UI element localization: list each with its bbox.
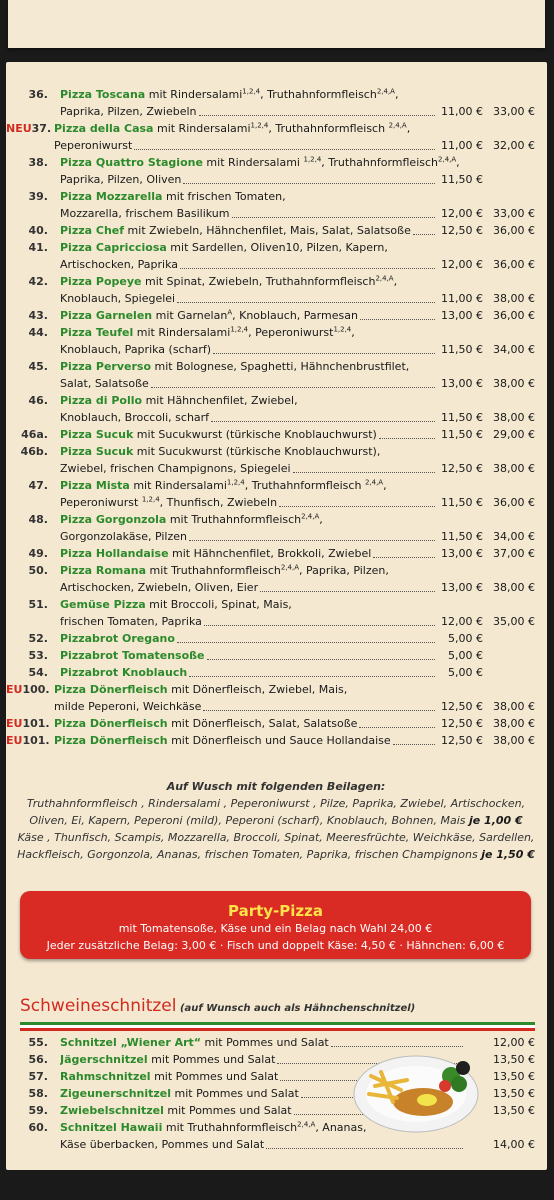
leader-dots bbox=[211, 421, 435, 422]
leader-dots bbox=[207, 659, 435, 660]
item-number: 53. bbox=[28, 649, 48, 662]
item-description: Knoblauch, Broccoli, scharf bbox=[60, 411, 210, 424]
item-description: Peperoniwurst $^{1,2,4}$, Thunfisch, Zwiebeln bbox=[60, 495, 278, 509]
section-title: Schweineschnitzel bbox=[20, 996, 177, 1016]
item-line bbox=[60, 392, 547, 409]
new-badge: EU bbox=[6, 734, 23, 747]
item-description: Paprika, Pilzen, Oliven bbox=[60, 173, 182, 186]
menu-item bbox=[6, 358, 547, 392]
item-line bbox=[60, 290, 547, 307]
price-small: 12,00 € bbox=[441, 207, 483, 220]
price-party: 35,00 € bbox=[493, 615, 535, 628]
item-line bbox=[54, 715, 547, 732]
price-small: 11,50 € bbox=[441, 343, 483, 356]
menu-item bbox=[6, 307, 547, 324]
price-small: 11,50 € bbox=[441, 411, 483, 424]
item-name: Pizza Toscana bbox=[60, 88, 146, 101]
schnitzel-plate-image bbox=[351, 1046, 481, 1136]
item-line bbox=[60, 1136, 547, 1153]
item-line bbox=[54, 137, 547, 154]
menu-item bbox=[6, 188, 547, 222]
price-party: 34,00 € bbox=[493, 343, 535, 356]
price-small: 12,00 € bbox=[441, 615, 483, 628]
item-line bbox=[60, 103, 547, 120]
leader-dots bbox=[373, 557, 435, 558]
item-number: EU101. bbox=[6, 734, 50, 747]
price-party: 32,00 € bbox=[493, 139, 535, 152]
item-line bbox=[54, 120, 547, 137]
item-line bbox=[60, 222, 547, 239]
menu-item bbox=[6, 596, 547, 630]
price-party: 29,00 € bbox=[493, 428, 535, 441]
leader-dots bbox=[279, 506, 435, 507]
item-description: Pizza Popeye mit Spinat, Zwiebeln, Truthahnformfleisch$^{2,4,A}$, bbox=[60, 274, 398, 288]
leader-dots bbox=[134, 149, 435, 150]
item-number: 46b. bbox=[20, 445, 48, 458]
item-description: Gemüse Pizza mit Broccoli, Spinat, Mais, bbox=[60, 598, 292, 611]
item-name: Pizzabrot Knoblauch bbox=[60, 666, 188, 679]
item-line bbox=[60, 307, 547, 324]
item-description: Pizza Capricciosa mit Sardellen, Oliven10, Pilzen, Kapern, bbox=[60, 241, 388, 254]
leader-dots bbox=[183, 183, 435, 184]
menu-item bbox=[6, 545, 547, 562]
price-party: 36,00 € bbox=[493, 224, 535, 237]
item-description: Pizza Dönerfleisch mit Dönerfleisch, Salat, Salatsoße bbox=[54, 717, 358, 730]
item-name: Pizza Mozzarella bbox=[60, 190, 163, 203]
item-name: Pizza Gorgonzola bbox=[60, 513, 167, 526]
leader-dots bbox=[266, 1148, 463, 1149]
item-number: EU100. bbox=[6, 683, 50, 696]
item-line bbox=[60, 426, 547, 443]
item-name: Pizza di Pollo bbox=[60, 394, 143, 407]
flag-stripe-red bbox=[20, 1028, 535, 1031]
price-small: 13,00 € bbox=[441, 547, 483, 560]
leader-dots bbox=[293, 472, 435, 473]
previous-page-card bbox=[8, 0, 545, 48]
price-small: 12,00 € bbox=[441, 258, 483, 271]
item-line bbox=[60, 239, 547, 256]
item-description: Pizza Sucuk mit Sucukwurst (türkische Knoblauchwurst) bbox=[60, 428, 377, 441]
menu-item bbox=[6, 86, 547, 120]
new-badge: EU bbox=[6, 683, 23, 696]
price-small: 5,00 € bbox=[448, 649, 483, 662]
item-description: Pizza Teufel mit Rindersalami$^{1,2,4}$, Peperoniwurst$^{1,2,4}$, bbox=[60, 325, 355, 339]
item-description: Knoblauch, Spiegelei bbox=[60, 292, 176, 305]
menu-item bbox=[6, 120, 547, 154]
price-party: 38,00 € bbox=[493, 581, 535, 594]
item-name: Pizza Mista bbox=[60, 479, 130, 492]
item-description: Peperoniwurst bbox=[54, 139, 133, 152]
item-number: NEU37. bbox=[6, 122, 52, 135]
party-pizza-title: Party-Pizza bbox=[227, 902, 323, 920]
item-description: Zwiebel, frischen Champignons, Spiegelei bbox=[60, 462, 291, 475]
leader-dots bbox=[379, 438, 435, 439]
party-pizza-line: mit Tomatensoße, Käse und ein Belag nach Wahl 24,00 € bbox=[118, 922, 433, 935]
item-name: Schnitzel „Wiener Art“ bbox=[60, 1036, 202, 1049]
item-description: Pizza Quattro Stagione mit Rindersalami $^{1,2,4}$, Truthahnformfleisch$^{2,4,A}$, bbox=[60, 155, 460, 169]
item-number: 49. bbox=[28, 547, 48, 560]
price-small: 5,00 € bbox=[448, 632, 483, 645]
toppings-title: Auf Wusch mit folgenden Beilagen: bbox=[166, 780, 386, 793]
item-line bbox=[60, 409, 547, 426]
section-subtitle: (auf Wunsch auch als Hähnchenschnitzel) bbox=[176, 1003, 416, 1014]
item-number: 38. bbox=[28, 156, 48, 169]
schnitzel-section-header bbox=[20, 996, 540, 1016]
price-small: 12,50 € bbox=[441, 700, 483, 713]
toppings-line: Truthahnformfleisch , Rindersalami , Peperoniwurst , Pilze, Paprika, Zwiebel, Artischocken, bbox=[26, 797, 526, 810]
menu-item bbox=[6, 715, 547, 732]
item-name: Pizza Dönerfleisch bbox=[54, 683, 168, 696]
item-description: milde Peperoni, Weichkäse bbox=[54, 700, 202, 713]
item-description: Mozzarella, frischem Basilikum bbox=[60, 207, 230, 220]
item-line bbox=[60, 205, 547, 222]
item-number: 40. bbox=[28, 224, 48, 237]
menu-item bbox=[6, 732, 547, 749]
item-description: Pizza Gorgonzola mit Truthahnformfleisch$^{2,4,A}$, bbox=[60, 512, 323, 526]
menu-item bbox=[6, 681, 547, 715]
menu-item bbox=[6, 664, 547, 681]
item-name: Pizza Romana bbox=[60, 564, 147, 577]
item-line bbox=[54, 698, 547, 715]
item-line bbox=[60, 664, 547, 681]
item-number: 50. bbox=[28, 564, 48, 577]
item-name: Pizza Garnelen bbox=[60, 309, 153, 322]
price-small: 11,50 € bbox=[441, 530, 483, 543]
item-name: Pizzabrot Oregano bbox=[60, 632, 175, 645]
price-party: 33,00 € bbox=[493, 105, 535, 118]
item-number: 46. bbox=[28, 394, 48, 407]
item-description: Gorgonzolakäse, Pilzen bbox=[60, 530, 187, 543]
price-small: 11,00 € bbox=[441, 105, 483, 118]
item-description: Pizza di Pollo mit Hähnchenfilet, Zwiebel, bbox=[60, 394, 298, 407]
new-badge: NEU bbox=[6, 122, 32, 135]
item-name: Zwiebelschnitzel bbox=[60, 1104, 164, 1117]
menu-item bbox=[6, 511, 547, 545]
item-description: Salat, Salatsoße bbox=[60, 377, 149, 390]
item-line bbox=[60, 358, 547, 375]
item-number: 44. bbox=[28, 326, 48, 339]
menu-item bbox=[6, 222, 547, 239]
item-name: Pizza Teufel bbox=[60, 326, 134, 339]
item-line bbox=[60, 443, 547, 460]
price-small: 13,00 € bbox=[441, 581, 483, 594]
item-line bbox=[60, 477, 547, 494]
item-description: Paprika, Pilzen, Zwiebeln bbox=[60, 105, 197, 118]
item-description: Pizza Dönerfleisch mit Dönerfleisch und Sauce Hollandaise bbox=[54, 734, 391, 747]
leader-dots bbox=[177, 642, 435, 643]
item-name: Zigeunerschnitzel bbox=[60, 1087, 172, 1100]
item-number: 54. bbox=[28, 666, 48, 679]
item-line bbox=[60, 579, 547, 596]
price-small: 13,50 € bbox=[493, 1053, 535, 1066]
item-name: Pizza Popeye bbox=[60, 275, 142, 288]
item-name: Pizza Dönerfleisch bbox=[54, 734, 168, 747]
item-line bbox=[60, 341, 547, 358]
menu-item bbox=[6, 562, 547, 596]
item-number: 57. bbox=[28, 1070, 48, 1083]
menu-item bbox=[6, 324, 547, 358]
price-small: 11,00 € bbox=[441, 292, 483, 305]
price-party: 38,00 € bbox=[493, 292, 535, 305]
price-party: 38,00 € bbox=[493, 734, 535, 747]
item-number: 51. bbox=[28, 598, 48, 611]
item-name: Pizza Sucuk bbox=[60, 428, 134, 441]
leader-dots bbox=[189, 540, 435, 541]
price-party: 38,00 € bbox=[493, 700, 535, 713]
item-number: 36. bbox=[28, 88, 48, 101]
item-name: Rahmschnitzel bbox=[60, 1070, 151, 1083]
item-line bbox=[60, 188, 547, 205]
menu-item bbox=[6, 273, 547, 307]
price-small: 5,00 € bbox=[448, 666, 483, 679]
price-small: 11,50 € bbox=[441, 428, 483, 441]
toppings-line: Oliven, Ei, Kapern, Peperoni (mild), Peperoni (scharf), Knoblauch, Bohnen, Mais je 1,00 € bbox=[29, 814, 523, 827]
item-number: 60. bbox=[28, 1121, 48, 1134]
item-name: Pizza Capricciosa bbox=[60, 241, 167, 254]
price-small: 13,00 € bbox=[441, 309, 483, 322]
toppings-line: Hackfleisch, Gorgonzola, Ananas, frischen Tomaten, Paprika, frischen Champignons je 1,50 € bbox=[17, 848, 535, 861]
price-small: 13,00 € bbox=[441, 377, 483, 390]
price-party: 38,00 € bbox=[493, 717, 535, 730]
price-small: 12,00 € bbox=[493, 1036, 535, 1049]
item-line bbox=[60, 273, 547, 290]
price-small: 12,50 € bbox=[441, 462, 483, 475]
item-number: 58. bbox=[28, 1087, 48, 1100]
leader-dots bbox=[359, 727, 435, 728]
menu-page bbox=[6, 62, 547, 1170]
item-line bbox=[60, 511, 547, 528]
toppings-info bbox=[16, 778, 536, 863]
item-number: 43. bbox=[28, 309, 48, 322]
item-number: 46a. bbox=[21, 428, 48, 441]
item-number: 45. bbox=[28, 360, 48, 373]
item-line bbox=[60, 171, 547, 188]
leader-dots bbox=[360, 319, 435, 320]
item-description: Pizza Chef mit Zwiebeln, Hähnchenfilet, Mais, Salat, Salatsoße bbox=[60, 224, 411, 237]
price-small: 11,50 € bbox=[441, 173, 483, 186]
item-number: 55. bbox=[28, 1036, 48, 1049]
item-description: Rahmschnitzel mit Pommes und Salat bbox=[60, 1070, 279, 1083]
item-line bbox=[60, 375, 547, 392]
price-party: 36,00 € bbox=[493, 258, 535, 271]
item-description: Artischocken, Zwiebeln, Oliven, Eier bbox=[60, 581, 259, 594]
item-line bbox=[60, 324, 547, 341]
item-description: Pizza Sucuk mit Sucukwurst (türkische Knoblauchwurst), bbox=[60, 445, 381, 458]
item-description: Pizza Hollandaise mit Hähnchenfilet, Brokkoli, Zwiebel bbox=[60, 547, 372, 560]
item-description: Pizza Dönerfleisch mit Dönerfleisch, Zwiebel, Mais, bbox=[54, 683, 348, 696]
item-description: Jägerschnitzel mit Pommes und Salat bbox=[60, 1053, 276, 1066]
item-number: EU101. bbox=[6, 717, 50, 730]
item-line bbox=[60, 86, 547, 103]
item-number: 52. bbox=[28, 632, 48, 645]
item-description: Zwiebelschnitzel mit Pommes und Salat bbox=[60, 1104, 292, 1117]
item-description bbox=[60, 664, 187, 681]
leader-dots bbox=[151, 387, 435, 388]
leader-dots bbox=[180, 268, 435, 269]
item-description: Pizza Toscana mit Rindersalami$^{1,2,4}$, Truthahnformfleisch$^{2,4,A}$, bbox=[60, 87, 399, 101]
item-line bbox=[54, 732, 547, 749]
price-small: 13,50 € bbox=[493, 1104, 535, 1117]
item-name: Pizza Quattro Stagione bbox=[60, 156, 203, 169]
italian-flag-stripe bbox=[20, 1022, 535, 1031]
item-description: Pizza Mista mit Rindersalami$^{1,2,4}$, Truthahnformfleisch $^{2,4,A}$, bbox=[60, 478, 387, 492]
price-small: 12,50 € bbox=[441, 734, 483, 747]
item-line bbox=[60, 154, 547, 171]
item-description bbox=[60, 647, 205, 664]
menu-item bbox=[6, 630, 547, 647]
item-description: Artischocken, Paprika bbox=[60, 258, 179, 271]
item-name: Pizza Hollandaise bbox=[60, 547, 169, 560]
item-description: Pizza Perverso mit Bolognese, Spaghetti, Hähnchenbrustfilet, bbox=[60, 360, 410, 373]
menu-item bbox=[6, 647, 547, 664]
leader-dots bbox=[232, 217, 436, 218]
item-number: 47. bbox=[28, 479, 48, 492]
item-number: 48. bbox=[28, 513, 48, 526]
price-small: 13,50 € bbox=[493, 1070, 535, 1083]
item-description: Schnitzel Hawaii mit Truthahnformfleisch$^{2,4,A}$, Ananas, bbox=[60, 1120, 367, 1134]
item-line bbox=[60, 528, 547, 545]
price-small: 14,00 € bbox=[493, 1138, 535, 1151]
leader-dots bbox=[204, 625, 435, 626]
item-description: Knoblauch, Paprika (scharf) bbox=[60, 343, 212, 356]
leader-dots bbox=[189, 676, 435, 677]
leader-dots bbox=[203, 710, 435, 711]
menu-item bbox=[6, 426, 547, 443]
price-party: 37,00 € bbox=[493, 547, 535, 560]
leader-dots bbox=[393, 744, 435, 745]
party-pizza-line: Jeder zusätzliche Belag: 3,00 € · Fisch und doppelt Käse: 4,50 € · Hähnchen: 6,00 € bbox=[46, 939, 505, 952]
item-line bbox=[54, 681, 547, 698]
price-small: 12,50 € bbox=[441, 717, 483, 730]
item-description: Pizza Romana mit Truthahnformfleisch$^{2,4,A}$, Paprika, Pilzen, bbox=[60, 563, 389, 577]
item-number: 39. bbox=[28, 190, 48, 203]
item-name: Pizza Chef bbox=[60, 224, 125, 237]
item-name: Gemüse Pizza bbox=[60, 598, 146, 611]
leader-dots bbox=[413, 234, 435, 235]
price-party: 36,00 € bbox=[493, 309, 535, 322]
item-name: Pizza Dönerfleisch bbox=[54, 717, 168, 730]
item-line bbox=[60, 545, 547, 562]
item-description: frischen Tomaten, Paprika bbox=[60, 615, 202, 628]
item-name: Schnitzel Hawaii bbox=[60, 1121, 163, 1134]
menu-item bbox=[6, 392, 547, 426]
item-name: Pizzabrot Tomatensoße bbox=[60, 649, 205, 662]
leader-dots bbox=[177, 302, 435, 303]
price-party: 38,00 € bbox=[493, 411, 535, 424]
item-line bbox=[60, 256, 547, 273]
menu-item bbox=[6, 239, 547, 273]
menu-item bbox=[6, 443, 547, 477]
price-party: 34,00 € bbox=[493, 530, 535, 543]
item-number: 59. bbox=[28, 1104, 48, 1117]
toppings-line: Käse , Thunfisch, Scampis, Mozzarella, Broccoli, Spinat, Meeresfrüchte, Weichkäse, Sardellen, bbox=[17, 831, 535, 844]
item-name: Jägerschnitzel bbox=[60, 1053, 148, 1066]
new-badge: EU bbox=[6, 717, 23, 730]
item-line bbox=[60, 460, 547, 477]
price-small: 13,50 € bbox=[493, 1087, 535, 1100]
menu-item bbox=[6, 154, 547, 188]
price-party: 38,00 € bbox=[493, 377, 535, 390]
item-description: Schnitzel „Wiener Art“ mit Pommes und Salat bbox=[60, 1036, 329, 1049]
item-number: 41. bbox=[28, 241, 48, 254]
item-description: Pizza della Casa mit Rindersalami$^{1,2,4}$, Truthahnformfleisch $^{2,4,A}$, bbox=[54, 121, 411, 135]
price-small: 12,50 € bbox=[441, 224, 483, 237]
item-name: Pizza Perverso bbox=[60, 360, 151, 373]
item-line bbox=[60, 562, 547, 579]
item-description: Zigeunerschnitzel mit Pommes und Salat bbox=[60, 1087, 299, 1100]
price-small: 11,00 € bbox=[441, 139, 483, 152]
leader-dots bbox=[199, 115, 436, 116]
menu-item bbox=[6, 477, 547, 511]
price-party: 36,00 € bbox=[493, 496, 535, 509]
item-line bbox=[60, 647, 547, 664]
item-line bbox=[60, 630, 547, 647]
leader-dots bbox=[213, 353, 435, 354]
item-number: 42. bbox=[28, 275, 48, 288]
item-name: Pizza Sucuk bbox=[60, 445, 134, 458]
item-line bbox=[60, 494, 547, 511]
item-description: Pizza Garnelen mit Garnelan$^A$, Knoblauch, Parmesan bbox=[60, 308, 358, 322]
item-description bbox=[60, 630, 175, 647]
item-line bbox=[60, 596, 547, 613]
price-party: 38,00 € bbox=[493, 462, 535, 475]
item-description: Käse überbacken, Pommes und Salat bbox=[60, 1138, 265, 1151]
leader-dots bbox=[260, 591, 435, 592]
price-small: 11,50 € bbox=[441, 496, 483, 509]
item-line bbox=[60, 613, 547, 630]
party-pizza-box bbox=[20, 891, 531, 959]
pizza-list bbox=[6, 86, 547, 749]
item-name: Pizza della Casa bbox=[54, 122, 154, 135]
price-party: 33,00 € bbox=[493, 207, 535, 220]
toppings-price: je 1,00 € bbox=[468, 814, 523, 827]
item-number: 56. bbox=[28, 1053, 48, 1066]
toppings-price: je 1,50 € bbox=[481, 848, 535, 861]
item-description: Pizza Mozzarella mit frischen Tomaten, bbox=[60, 190, 286, 203]
